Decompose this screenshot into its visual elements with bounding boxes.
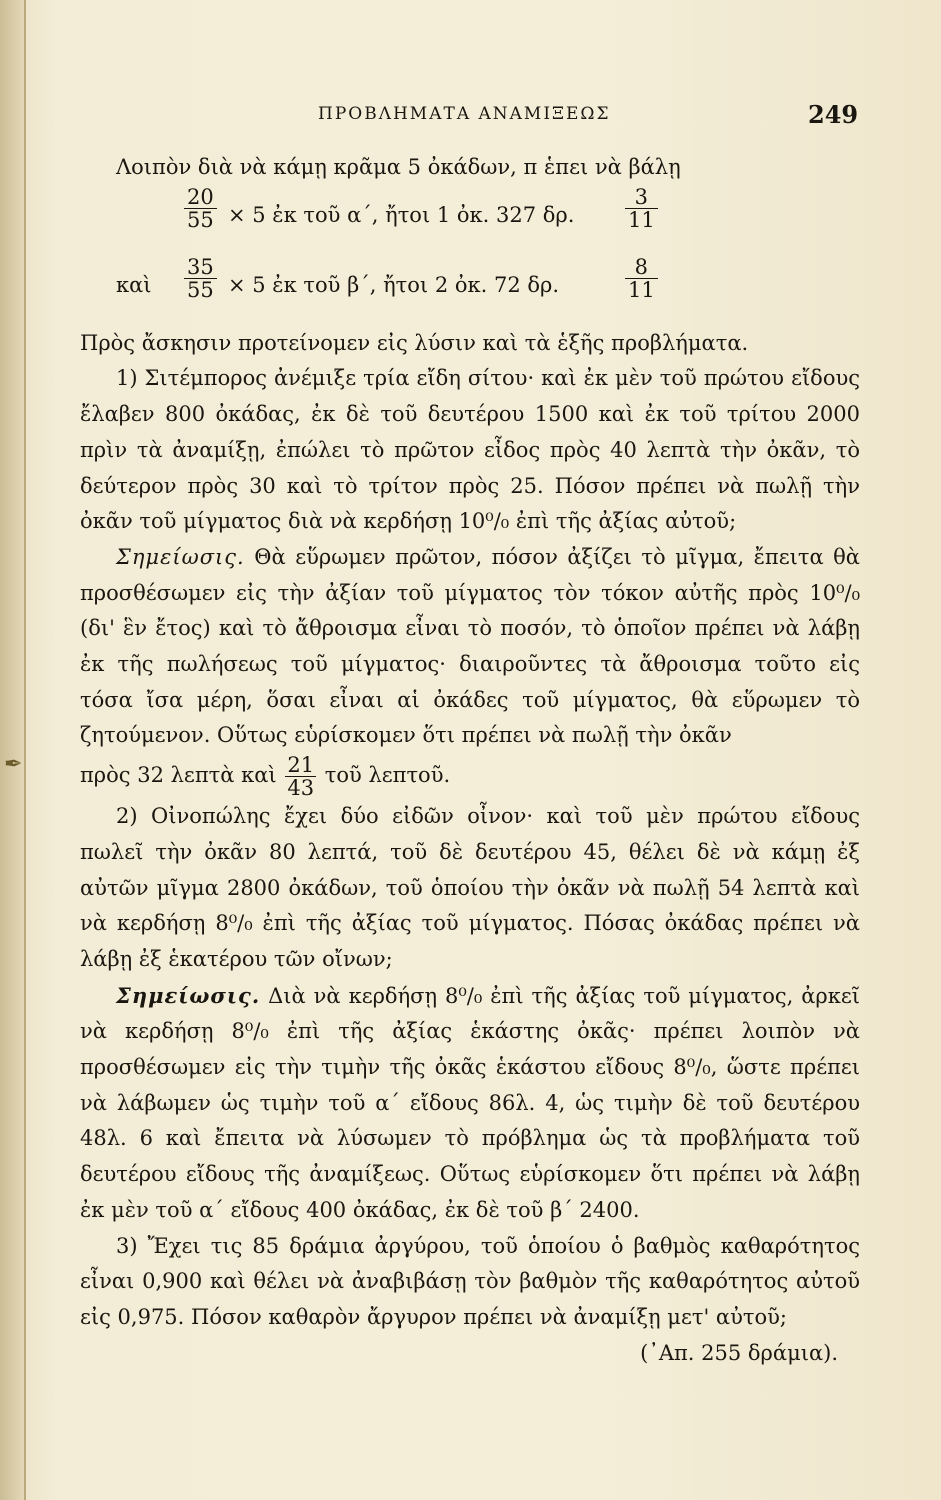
problem-1-result-pre: πρὸς 32 λεπτὰ καὶ xyxy=(80,763,277,788)
problem-1-note-text: Θὰ εὕρωμεν πρῶτον, πόσον ἀξίζει τὸ μῖγμα, ἔπειτα θὰ προσθέσωμεν εἰς τὴν ἀξίαν τοῦ μίγματος τὸν τόκον αὐτῆς πρὸς 10⁰/₀ (δι' ἓν ἔτος) καὶ τὸ ἄθροισμα εἶναι τὸ ποσόν, τὸ ὁποῖον πρέπει νὰ λάβῃ ἐκ τῆς πωλήσεως τοῦ μίγματος· διαιροῦντες τὰ ἄθροισμα τοῦτο εἰς τόσα ἴσα μέρη, ὅσαι εἶναι αἱ ὀκάδες τοῦ μίγματος, θὰ εὕρωμεν τὸ ζητούμενον. Οὕτως εὑρίσκομεν ὅτι πρέπει νὰ πωλῇ τὴν ὀκᾶν xyxy=(80,544,860,748)
row2-lead: καὶ xyxy=(116,272,152,297)
exercise-intro: Πρὸς ἄσκησιν προτείνομεν εἰς λύσιν καὶ τὰ ἑξῆς προβλήματα. xyxy=(80,330,749,355)
row1-tail-num: 3 xyxy=(625,186,658,209)
problem-1-result-post: τοῦ λεπτοῦ. xyxy=(324,763,451,788)
problem-1-result-num: 21 xyxy=(287,753,315,778)
mix-row-2 xyxy=(80,256,860,326)
row2-tail-num: 8 xyxy=(625,256,658,279)
row2-tail-fraction xyxy=(625,256,658,301)
problem-2-note-label: Σημείωσις. xyxy=(116,982,261,1008)
page-binding-edge xyxy=(0,0,26,1500)
row1-text: ⨯ 5 ἐκ τοῦ α΄, ἤτοι 1 ὀκ. 327 δρ. xyxy=(228,202,575,227)
problem-3-text: 3) Ἔχει τις 85 δράμια ἀργύρου, τοῦ ὁποίου ὁ βαθμὸς καθαρότητος εἶναι 0,900 καὶ θέλει νὰ ἀναβιβάσῃ τὸν βαθμὸν τῆς καθαρότητος αὐτοῦ εἰς 0,975. Πόσον καθαρὸν ἄργυρον πρέπει νὰ ἀναμίξῃ μετ' αὐτοῦ; xyxy=(80,1233,860,1329)
page-number: 249 xyxy=(808,100,859,129)
row1-frac-den: 55 xyxy=(187,207,214,232)
problem-1-result-den: 43 xyxy=(287,776,315,801)
problem-1-note xyxy=(80,540,860,754)
row1-frac-num: 20 xyxy=(184,186,217,209)
body-text xyxy=(80,150,860,1371)
page-header xyxy=(0,100,941,140)
intro-line: Λοιπὸν διὰ νὰ κάμῃ κρᾶμα 5 ὀκάδων, π ἑπει νὰ βάλῃ xyxy=(116,155,681,179)
row1-fraction xyxy=(184,186,217,231)
problem-1-note-label: Σημείωσις. xyxy=(116,544,245,569)
row2-fraction xyxy=(184,256,217,301)
running-title: ΠΡΟΒΛΗΜΑΤΑ ΑΝΑΜΙΞΕΩΣ xyxy=(318,104,611,124)
row2-frac-num: 35 xyxy=(184,256,217,279)
problem-1-result-fraction xyxy=(285,754,316,799)
problem-3-answer: (᾿Απ. 255 δράμια). xyxy=(640,1340,838,1365)
problem-2-text: 2) Οἰνοπώλης ἔχει δύο εἰδῶν οἶνον· καὶ τοῦ μὲν πρώτου εἴδους πωλεῖ τὴν ὀκᾶν 80 λεπτά, τοῦ δὲ δευτέρου 45, θέλει δὲ νὰ κάμῃ ἐξ αὐτῶν μῖγμα 2800 ὀκάδων, τοῦ ὁποίου τὴν ὀκᾶν νὰ πωλῇ 54 λεπτὰ καὶ νὰ κερδήσῃ 8⁰/₀ ἐπὶ τῆς ἀξίας τοῦ μίγματος. Πόσας ὀκάδας πρέπει νὰ λάβῃ ἐξ ἑκατέρου τῶν οἴνων; xyxy=(80,804,860,971)
mix-row-1 xyxy=(80,186,860,256)
problem-1-result xyxy=(80,754,860,799)
row1-tail-den: 11 xyxy=(628,207,655,232)
margin-mark: ✒ xyxy=(4,752,23,777)
row2-tail-den: 11 xyxy=(628,277,655,302)
row2-frac-den: 55 xyxy=(187,277,214,302)
problem-2-note xyxy=(80,978,860,1229)
row2-text: ⨯ 5 ἐκ τοῦ β΄, ἤτοι 2 ὀκ. 72 δρ. xyxy=(228,272,560,297)
row1-tail-fraction xyxy=(625,186,658,231)
problem-2-note-text: Διὰ νὰ κερδήσῃ 8⁰/₀ ἐπὶ τῆς ἀξίας τοῦ μίγματος, ἀρκεῖ νὰ κερδήσῃ 8⁰/₀ ἐπὶ τῆς ἀξίας ἑκάστης ὀκᾶς· πρέπει λοιπὸν νὰ προσθέσωμεν εἰς τὴν τιμὴν τῆς ὀκᾶς ἑκάστου εἴδους 8⁰/₀, ὥστε πρέπει νὰ λάβωμεν ὡς τιμὴν τοῦ α΄ εἴδους 86λ. 4, ὡς τιμὴν δὲ τοῦ δευτέρου 48λ. 6 καὶ ἔπειτα νὰ λύσωμεν τὸ πρόβλημα ὡς τὰ προβλήματα τοῦ δευτέρου εἴδους τῆς ἀναμίξεως. Οὕτως εὑρίσκομεν ὅτι πρέπει νὰ λάβῃ ἐκ μὲν τοῦ α΄ εἴδους 400 ὀκάδας, ἐκ δὲ τοῦ β΄ 2400. xyxy=(80,983,860,1222)
problem-1-text: 1) Σιτέμπορος ἀνέμιξε τρία εἴδη σίτου· καὶ ἐκ μὲν τοῦ πρώτου εἴδους ἔλαβεν 800 ὀκάδας, ἐκ δὲ τοῦ δευτέρου 1500 καὶ ἐκ τοῦ τρίτου 2000 πρὶν τὰ ἀναμίξῃ, ἐπώλει τὸ πρῶτον εἶδος πρὸς 40 λεπτὰ τὴν ὀκᾶν, τὸ δεύτερον πρὸς 30 καὶ τὸ τρίτον πρὸς 25. Πόσον πρέπει νὰ πωλῇ τὴν ὀκᾶν τοῦ μίγματος διὰ νὰ κερδήσῃ 10⁰/₀ ἐπὶ τῆς ἀξίας αὐτοῦ; xyxy=(80,366,860,534)
